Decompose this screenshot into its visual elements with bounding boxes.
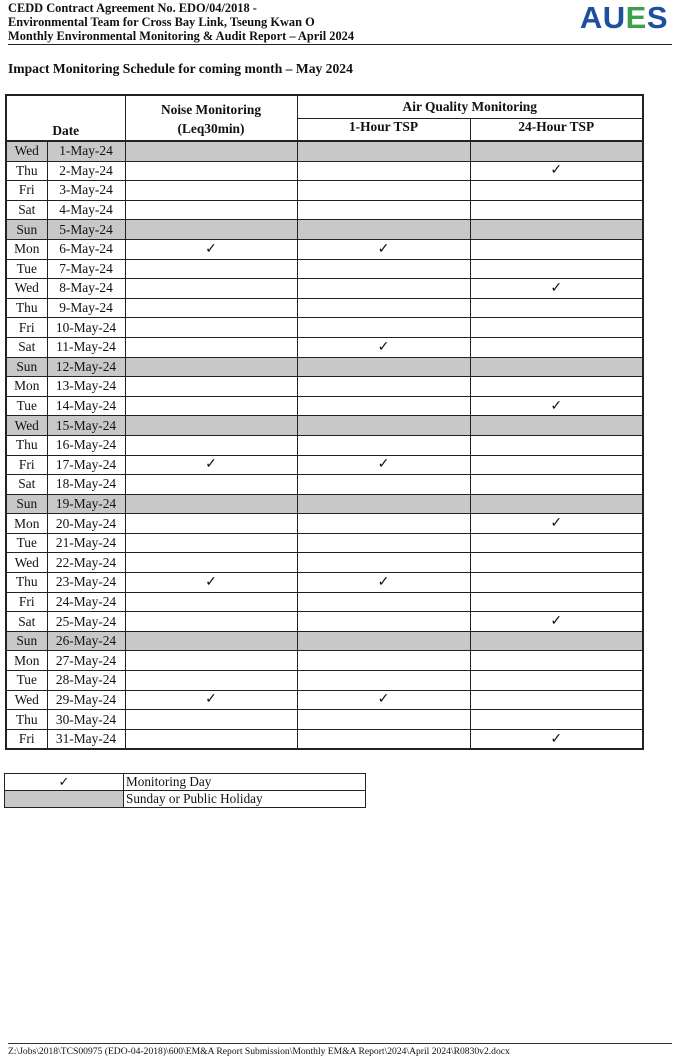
date-cell: 20-May-24 <box>47 514 125 534</box>
noise-cell <box>125 612 297 632</box>
tsp1h-cell <box>297 377 470 397</box>
noise-cell <box>125 475 297 495</box>
noise-cell <box>125 220 297 240</box>
date-cell: 22-May-24 <box>47 553 125 573</box>
day-cell: Fri <box>6 592 47 612</box>
day-cell: Mon <box>6 514 47 534</box>
schedule-row <box>6 631 643 651</box>
date-cell: 2-May-24 <box>47 161 125 181</box>
legend-table <box>4 773 366 808</box>
tsp24h-cell <box>470 357 643 377</box>
noise-cell <box>125 671 297 691</box>
noise-cell <box>125 200 297 220</box>
tsp1h-cell <box>297 200 470 220</box>
legend-monitoring-label: Monitoring Day <box>124 774 366 791</box>
day-cell: Sat <box>6 337 47 357</box>
day-cell: Sun <box>6 494 47 514</box>
noise-cell <box>125 337 297 357</box>
day-cell: Wed <box>6 279 47 299</box>
date-cell: 4-May-24 <box>47 200 125 220</box>
tsp24h-cell <box>470 494 643 514</box>
schedule-row <box>6 239 643 259</box>
schedule-row <box>6 279 643 299</box>
legend-shade-swatch <box>5 791 124 808</box>
noise-cell <box>125 298 297 318</box>
date-cell: 25-May-24 <box>47 612 125 632</box>
tsp1h-cell <box>297 533 470 553</box>
tsp1h-cell <box>297 416 470 436</box>
tsp24h-cell <box>470 141 643 161</box>
day-cell: Sat <box>6 200 47 220</box>
schedule-row <box>6 729 643 749</box>
day-cell: Fri <box>6 318 47 338</box>
page-header <box>8 0 672 45</box>
legend-tick-icon: ✓ <box>5 774 124 791</box>
date-cell: 11-May-24 <box>47 337 125 357</box>
tsp24h-cell <box>470 631 643 651</box>
noise-cell <box>125 651 297 671</box>
schedule-row <box>6 690 643 710</box>
schedule-row <box>6 435 643 455</box>
date-cell: 7-May-24 <box>47 259 125 279</box>
footer-divider <box>8 1043 672 1044</box>
day-cell: Mon <box>6 377 47 397</box>
noise-cell <box>125 494 297 514</box>
schedule-row <box>6 181 643 201</box>
tsp1h-cell <box>297 435 470 455</box>
noise-cell <box>125 592 297 612</box>
date-cell: 9-May-24 <box>47 298 125 318</box>
noise-cell <box>125 533 297 553</box>
noise-cell <box>125 710 297 730</box>
day-cell: Sun <box>6 631 47 651</box>
schedule-row <box>6 357 643 377</box>
schedule-row <box>6 298 643 318</box>
date-cell: 19-May-24 <box>47 494 125 514</box>
schedule-row <box>6 318 643 338</box>
tsp24h-cell <box>470 298 643 318</box>
day-cell: Sun <box>6 220 47 240</box>
day-cell: Tue <box>6 396 47 416</box>
date-cell: 6-May-24 <box>47 239 125 259</box>
tsp1h-cell <box>297 279 470 299</box>
schedule-row <box>6 220 643 240</box>
day-cell: Thu <box>6 298 47 318</box>
tsp1h-cell <box>297 514 470 534</box>
day-cell: Tue <box>6 671 47 691</box>
date-cell: 10-May-24 <box>47 318 125 338</box>
tsp24h-cell: ✓ <box>470 514 643 534</box>
tsp1h-cell <box>297 553 470 573</box>
tsp24h-cell <box>470 651 643 671</box>
tsp1h-cell <box>297 592 470 612</box>
day-cell: Thu <box>6 161 47 181</box>
tsp24h-cell <box>470 239 643 259</box>
tsp24h-cell <box>470 710 643 730</box>
noise-cell <box>125 396 297 416</box>
date-cell: 13-May-24 <box>47 377 125 397</box>
date-cell: 12-May-24 <box>47 357 125 377</box>
date-cell: 1-May-24 <box>47 141 125 161</box>
tsp24h-cell <box>470 553 643 573</box>
day-cell: Wed <box>6 690 47 710</box>
schedule-row <box>6 553 643 573</box>
noise-cell <box>125 357 297 377</box>
noise-cell <box>125 631 297 651</box>
tsp24h-cell <box>470 475 643 495</box>
tsp24h-cell <box>470 671 643 691</box>
date-cell: 29-May-24 <box>47 690 125 710</box>
date-cell: 8-May-24 <box>47 279 125 299</box>
noise-cell <box>125 729 297 749</box>
schedule-row <box>6 141 643 161</box>
tsp1h-cell <box>297 141 470 161</box>
date-cell: 31-May-24 <box>47 729 125 749</box>
day-cell: Fri <box>6 455 47 475</box>
tsp1h-cell <box>297 651 470 671</box>
date-cell: 16-May-24 <box>47 435 125 455</box>
header-line-2: Environmental Team for Cross Bay Link, Tseung Kwan O <box>8 15 315 29</box>
schedule-row <box>6 337 643 357</box>
noise-cell <box>125 279 297 299</box>
schedule-row <box>6 161 643 181</box>
day-cell: Thu <box>6 710 47 730</box>
noise-cell <box>125 435 297 455</box>
date-cell: 17-May-24 <box>47 455 125 475</box>
noise-cell <box>125 318 297 338</box>
day-cell: Tue <box>6 533 47 553</box>
schedule-row <box>6 573 643 593</box>
noise-cell: ✓ <box>125 573 297 593</box>
aues-logo: AUES <box>579 0 668 35</box>
tsp1h-cell <box>297 181 470 201</box>
tsp1h-cell: ✓ <box>297 573 470 593</box>
schedule-row <box>6 396 643 416</box>
day-cell: Tue <box>6 259 47 279</box>
header-line-1: CEDD Contract Agreement No. EDO/04/2018 - <box>8 1 257 15</box>
tsp1h-cell <box>297 318 470 338</box>
tsp24h-cell <box>470 181 643 201</box>
tsp24h-cell <box>470 455 643 475</box>
day-cell: Mon <box>6 239 47 259</box>
tsp24h-cell <box>470 533 643 553</box>
date-cell: 14-May-24 <box>47 396 125 416</box>
tsp24h-cell: ✓ <box>470 612 643 632</box>
tsp1h-cell <box>297 710 470 730</box>
tsp24h-cell <box>470 690 643 710</box>
schedule-row <box>6 494 643 514</box>
noise-cell <box>125 416 297 436</box>
schedule-row <box>6 592 643 612</box>
day-cell: Sat <box>6 475 47 495</box>
day-cell: Sat <box>6 612 47 632</box>
noise-cell <box>125 141 297 161</box>
tsp24h-cell <box>470 337 643 357</box>
date-cell: 28-May-24 <box>47 671 125 691</box>
day-cell: Thu <box>6 573 47 593</box>
date-cell: 15-May-24 <box>47 416 125 436</box>
tsp24h-cell <box>470 435 643 455</box>
day-cell: Fri <box>6 181 47 201</box>
tsp24h-cell <box>470 573 643 593</box>
day-cell: Wed <box>6 553 47 573</box>
tsp24h-cell <box>470 318 643 338</box>
tsp24h-cell: ✓ <box>470 396 643 416</box>
noise-cell <box>125 553 297 573</box>
date-cell: 30-May-24 <box>47 710 125 730</box>
tsp1h-cell <box>297 259 470 279</box>
tsp24h-cell: ✓ <box>470 729 643 749</box>
schedule-row <box>6 710 643 730</box>
date-cell: 3-May-24 <box>47 181 125 201</box>
schedule-table <box>5 94 644 750</box>
page-title: Impact Monitoring Schedule for coming month – May 2024 <box>8 61 353 76</box>
date-cell: 18-May-24 <box>47 475 125 495</box>
tsp1h-cell: ✓ <box>297 690 470 710</box>
schedule-row <box>6 259 643 279</box>
tsp1h-cell <box>297 494 470 514</box>
tsp1h-cell <box>297 612 470 632</box>
day-cell: Sun <box>6 357 47 377</box>
date-cell: 23-May-24 <box>47 573 125 593</box>
tsp24h-cell <box>470 416 643 436</box>
header-noise: Noise Monitoring <box>125 95 297 118</box>
noise-cell <box>125 514 297 534</box>
schedule-row <box>6 671 643 691</box>
legend-holiday-label: Sunday or Public Holiday <box>124 791 366 808</box>
schedule-row <box>6 377 643 397</box>
header-noise-sub: (Leq30min) <box>125 118 297 141</box>
tsp1h-cell <box>297 220 470 240</box>
tsp24h-cell <box>470 377 643 397</box>
tsp1h-cell: ✓ <box>297 239 470 259</box>
tsp1h-cell <box>297 671 470 691</box>
tsp1h-cell <box>297 729 470 749</box>
noise-cell <box>125 259 297 279</box>
day-cell: Mon <box>6 651 47 671</box>
header-text <box>8 1 354 43</box>
tsp24h-cell <box>470 592 643 612</box>
header-24h-tsp: 24-Hour TSP <box>470 118 643 141</box>
tsp24h-cell: ✓ <box>470 161 643 181</box>
header-1h-tsp: 1-Hour TSP <box>297 118 470 141</box>
schedule-row <box>6 455 643 475</box>
date-cell: 27-May-24 <box>47 651 125 671</box>
tsp24h-cell: ✓ <box>470 279 643 299</box>
tsp1h-cell: ✓ <box>297 337 470 357</box>
noise-cell: ✓ <box>125 455 297 475</box>
schedule-row <box>6 416 643 436</box>
tsp24h-cell <box>470 259 643 279</box>
date-cell: 26-May-24 <box>47 631 125 651</box>
schedule-row <box>6 533 643 553</box>
header-air-quality: Air Quality Monitoring <box>297 95 643 118</box>
header-line-3: Monthly Environmental Monitoring & Audit Report – April 2024 <box>8 29 355 43</box>
noise-cell: ✓ <box>125 690 297 710</box>
footer-path: Z:\Jobs\2018\TCS00975 (EDO-04-2018)\600\EM&A Report Submission\Monthly EM&A Report\2024\April 2024\R0830v2.docx <box>8 1046 510 1057</box>
noise-cell <box>125 181 297 201</box>
date-cell: 5-May-24 <box>47 220 125 240</box>
header-date: Date <box>6 95 125 141</box>
schedule-row <box>6 612 643 632</box>
tsp1h-cell: ✓ <box>297 455 470 475</box>
day-cell: Wed <box>6 141 47 161</box>
schedule-row <box>6 651 643 671</box>
schedule-row <box>6 514 643 534</box>
date-cell: 24-May-24 <box>47 592 125 612</box>
tsp1h-cell <box>297 161 470 181</box>
tsp1h-cell <box>297 396 470 416</box>
tsp1h-cell <box>297 298 470 318</box>
day-cell: Wed <box>6 416 47 436</box>
schedule-row <box>6 475 643 495</box>
tsp24h-cell <box>470 200 643 220</box>
date-cell: 21-May-24 <box>47 533 125 553</box>
tsp1h-cell <box>297 631 470 651</box>
tsp24h-cell <box>470 220 643 240</box>
tsp1h-cell <box>297 475 470 495</box>
day-cell: Thu <box>6 435 47 455</box>
noise-cell <box>125 161 297 181</box>
tsp1h-cell <box>297 357 470 377</box>
schedule-row <box>6 200 643 220</box>
day-cell: Fri <box>6 729 47 749</box>
noise-cell: ✓ <box>125 239 297 259</box>
noise-cell <box>125 377 297 397</box>
